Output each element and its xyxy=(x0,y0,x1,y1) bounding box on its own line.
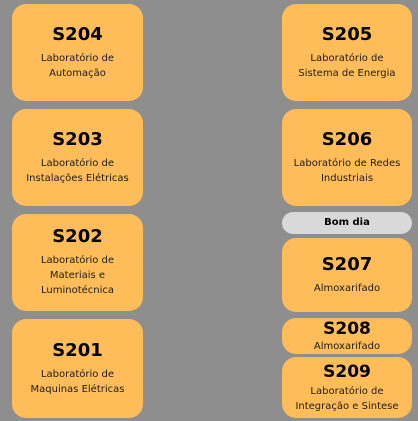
room-name: Almoxarifado xyxy=(313,282,381,294)
room-code: S208 xyxy=(323,319,371,339)
room-code: S205 xyxy=(321,23,373,45)
room-code: S203 xyxy=(52,128,103,150)
room-card-s203[interactable] xyxy=(12,109,143,206)
room-name: Almoxarifado xyxy=(313,341,381,352)
room-name: Laboratório de Integração e Sintese xyxy=(295,385,399,412)
room-card-s207[interactable] xyxy=(282,238,412,312)
room-name: Laboratório de Materiais e Luminotécnica xyxy=(40,255,115,296)
room-code: S204 xyxy=(52,23,103,45)
room-name: Laboratório de Automação xyxy=(40,52,115,79)
room-name: Laboratório de Maquinas Elétricas xyxy=(30,368,125,395)
room-card-s205[interactable] xyxy=(282,4,412,101)
room-code: S206 xyxy=(321,128,373,150)
room-name: Laboratório de Redes Industriais xyxy=(293,157,401,184)
room-card-s201[interactable] xyxy=(12,319,143,418)
greeting-badge: Bom dia xyxy=(282,212,412,234)
room-card-s206[interactable] xyxy=(282,109,412,206)
room-code: S207 xyxy=(321,253,373,275)
room-code: S209 xyxy=(323,361,371,382)
room-name: Laboratório de Instalações Elétricas xyxy=(26,157,129,184)
room-code: S202 xyxy=(52,226,103,247)
room-card-s209[interactable] xyxy=(282,357,412,418)
room-card-s208[interactable] xyxy=(282,318,412,354)
room-name: Laboratório de Sistema de Energia xyxy=(298,52,396,79)
room-code: S201 xyxy=(52,339,103,361)
room-card-s202[interactable] xyxy=(12,214,143,311)
room-card-s204[interactable] xyxy=(12,4,143,101)
